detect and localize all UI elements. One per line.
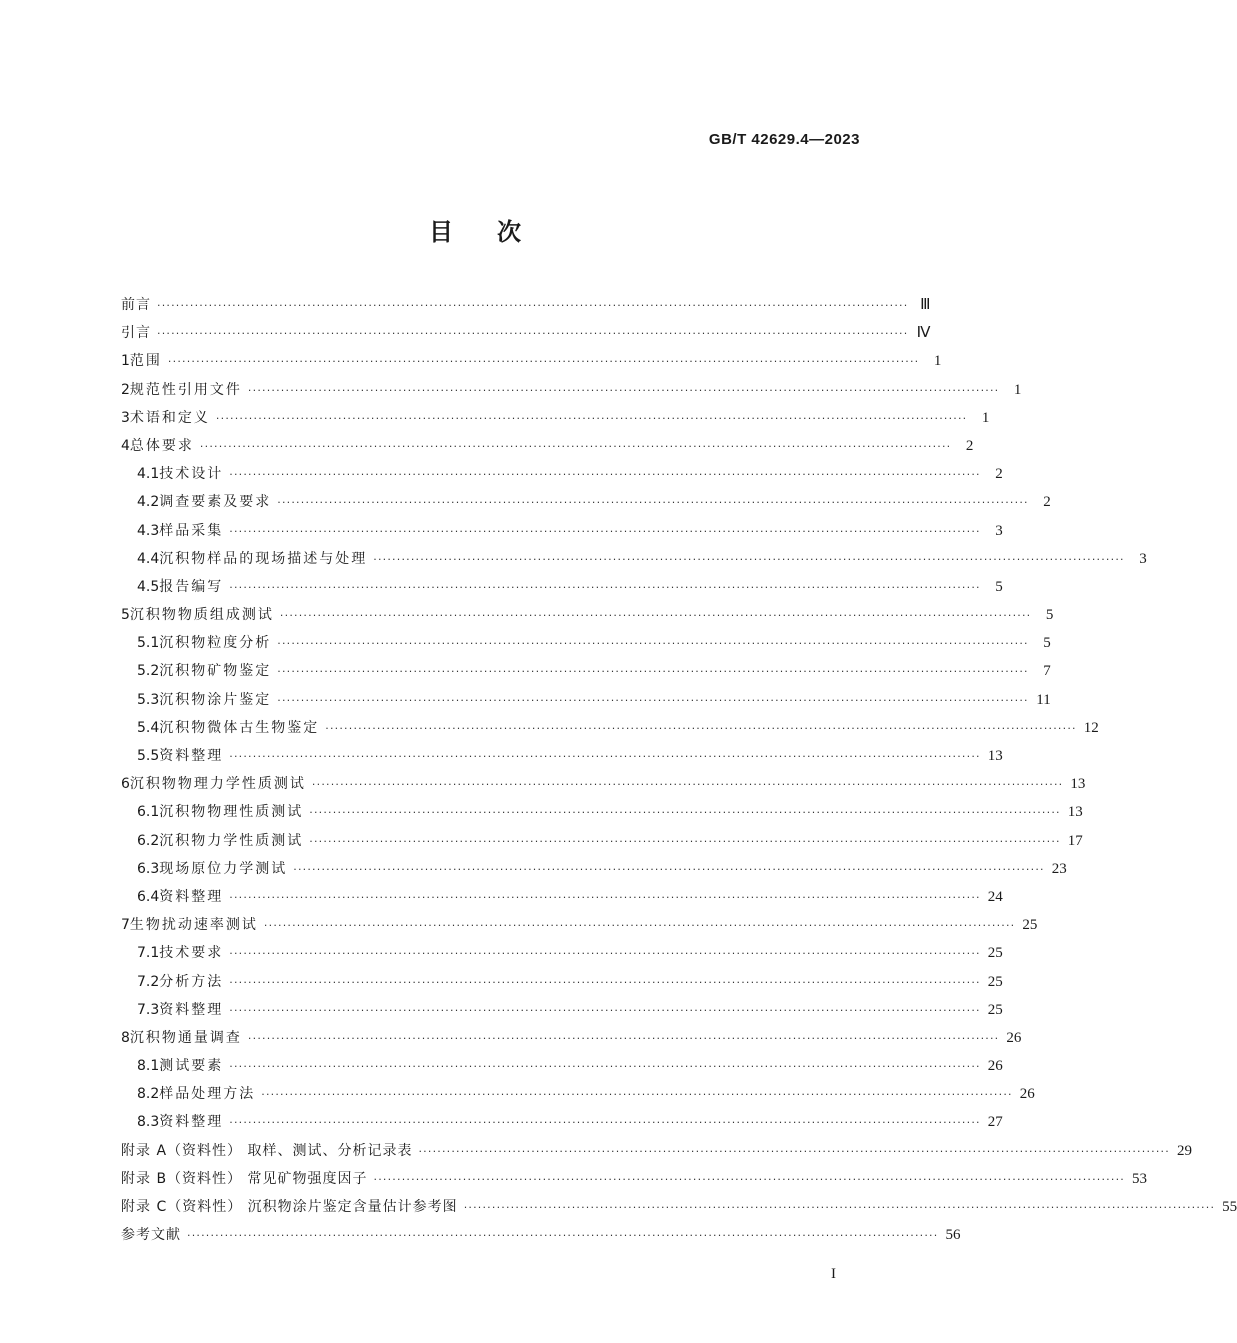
toc-entry-page: 3 xyxy=(1139,550,1147,567)
toc-entry-label: 报告编写 xyxy=(159,578,224,595)
toc-leader-dots: ································································································································································ xyxy=(229,1116,981,1130)
toc-entry-label: 沉积物样品的现场描述与处理 xyxy=(159,550,368,567)
toc-entry-label: 沉积物力学性质测试 xyxy=(159,832,304,849)
toc-entry-page: 1 xyxy=(933,353,942,370)
toc-entry-label: 样品采集 xyxy=(159,522,224,539)
toc-entry-label: 资料整理 xyxy=(159,1001,224,1018)
toc-entry-number: 6.2 xyxy=(137,832,160,849)
toc-entry-number: 4.3 xyxy=(137,522,160,539)
toc-entry[interactable] xyxy=(121,686,1051,714)
toc-entry-page: 26 xyxy=(1006,1029,1022,1046)
toc-entry-number: 5.3 xyxy=(137,691,160,708)
toc-entry-page: 25 xyxy=(987,1001,1003,1018)
toc-leader-dots: ································································································································································ xyxy=(261,1088,1013,1102)
toc-entry-page: 2 xyxy=(995,466,1003,483)
toc-leader-dots: ································································································································································ xyxy=(167,355,920,369)
toc-entry[interactable] xyxy=(121,1052,1003,1080)
toc-entry[interactable] xyxy=(121,404,990,432)
toc-leader-dots: ································································································································································ xyxy=(309,806,1061,820)
toc-entry[interactable] xyxy=(121,798,1083,826)
toc-entry-number: 5.5 xyxy=(137,748,160,764)
toc-entry-page: 1 xyxy=(981,409,990,426)
toc-entry-label: 资料整理 xyxy=(159,888,224,905)
toc-entry-page: 25 xyxy=(987,945,1003,962)
standard-code: GB/T 42629.4—2023 xyxy=(708,131,860,148)
toc-leader-dots: ································································································································································ xyxy=(325,721,1077,735)
toc-entry[interactable] xyxy=(121,1165,1147,1193)
toc-entry-label: 术语和定义 xyxy=(129,409,210,426)
toc-entry-number: 1 xyxy=(121,353,130,370)
toc-entry-label: 调查要素及要求 xyxy=(159,494,272,511)
toc-entry-label: 沉积物物理力学性质测试 xyxy=(129,776,306,793)
toc-leader-dots: ································································································································································ xyxy=(215,411,968,425)
toc-entry-page: 13 xyxy=(1070,776,1086,793)
toc-entry-label: 沉积物物理性质测试 xyxy=(159,804,304,821)
toc-entry[interactable] xyxy=(121,883,1003,911)
toc-leader-dots: ································································································································································ xyxy=(277,496,1029,510)
toc-leader-dots: ································································································································································ xyxy=(229,947,981,961)
toc-leader-dots: ································································································································································ xyxy=(229,975,981,989)
toc-entry-page: Ⅳ xyxy=(916,325,931,342)
toc-entry[interactable] xyxy=(121,1193,1237,1221)
toc-leader-dots: ································································································································································ xyxy=(229,890,981,904)
toc-entry-number: 6.3 xyxy=(137,860,160,877)
toc-entry-label: 沉积物涂片鉴定 xyxy=(159,691,272,708)
toc-entry-page: 17 xyxy=(1067,832,1083,849)
page-title: 目次 xyxy=(429,218,565,246)
toc-leader-dots: ································································································································································ xyxy=(277,693,1029,707)
toc-entry[interactable] xyxy=(121,855,1067,883)
toc-entry-label: 前言 xyxy=(121,297,151,313)
toc-entry-label: 分析方法 xyxy=(159,973,224,990)
toc-leader-dots: ································································································································································ xyxy=(277,665,1029,679)
toc-entry-number: 7.1 xyxy=(137,945,160,962)
toc-entry[interactable] xyxy=(121,714,1099,742)
toc-entry-page: 29 xyxy=(1176,1142,1192,1159)
toc-entry[interactable] xyxy=(121,629,1051,657)
toc-entry-label: 沉积物通量调查 xyxy=(129,1029,242,1046)
toc-leader-dots: ································································································································································ xyxy=(187,1229,939,1243)
toc-entry[interactable] xyxy=(121,1080,1035,1108)
toc-leader-dots: ································································································································································ xyxy=(157,327,909,341)
toc-entry-label: 样品处理方法 xyxy=(159,1086,256,1103)
toc-entry-page: 7 xyxy=(1043,663,1051,680)
toc-entry-number: 5.2 xyxy=(137,663,160,680)
toc-leader-dots: ································································································································································ xyxy=(279,609,1032,623)
toc-entry-number: 8.1 xyxy=(137,1058,160,1075)
toc-entry-number: 6 xyxy=(121,776,130,793)
toc-leader-dots: ································································································································································ xyxy=(229,524,981,538)
toc-leader-dots: ································································································································································ xyxy=(229,750,981,763)
toc-entry[interactable] xyxy=(121,460,1003,488)
toc-entry-number: 4.2 xyxy=(137,494,160,511)
toc-entry-number: 7.2 xyxy=(137,973,160,990)
toc-entry[interactable] xyxy=(121,742,1003,770)
toc-entry-page: 5 xyxy=(995,578,1003,595)
toc-entry[interactable] xyxy=(121,1221,961,1249)
toc-entry-page: 2 xyxy=(1043,494,1051,511)
toc-leader-dots: ································································································································································ xyxy=(157,299,909,312)
toc-leader-dots: ································································································································································ xyxy=(311,778,1064,792)
toc-leader-dots: ································································································································································ xyxy=(463,1201,1216,1214)
toc-entry[interactable] xyxy=(121,1024,1022,1052)
toc-entry-page: 56 xyxy=(945,1227,961,1244)
toc-leader-dots: ································································································································································ xyxy=(418,1144,1170,1158)
toc-entry-page: 23 xyxy=(1051,860,1067,877)
toc-entry-page: 13 xyxy=(987,748,1003,764)
toc-entry[interactable] xyxy=(121,601,1054,629)
toc-entry-page: 12 xyxy=(1083,719,1099,736)
toc-leader-dots: ································································································································································ xyxy=(309,834,1061,848)
toc-leader-dots: ································································································································································ xyxy=(263,919,1016,933)
toc-leader-dots: ································································································································································ xyxy=(199,439,952,453)
toc-entry[interactable] xyxy=(121,573,1003,601)
toc-entry[interactable] xyxy=(121,517,1003,545)
toc-entry-number: 4.5 xyxy=(137,578,160,595)
toc-entry-number: 8 xyxy=(121,1029,130,1046)
toc-entry[interactable] xyxy=(121,968,1003,996)
toc-leader-dots: ································································································································································ xyxy=(229,1003,981,1017)
toc-entry-number: 8.2 xyxy=(137,1086,160,1103)
toc-entry-number: 5.1 xyxy=(137,635,160,652)
toc-entry-number: 5.4 xyxy=(137,719,160,736)
toc-entry-label: 引言 xyxy=(121,325,151,342)
toc-entry-number: 7.3 xyxy=(137,1001,160,1018)
toc-entry-label: 沉积物粒度分析 xyxy=(159,635,272,652)
toc-leader-dots: ································································································································································ xyxy=(373,1172,1125,1186)
toc-entry[interactable] xyxy=(121,376,1022,404)
toc-entry-label: 沉积物矿物鉴定 xyxy=(159,663,272,680)
toc-entry-number: 8.3 xyxy=(137,1114,160,1131)
toc-entry-page: 3 xyxy=(995,522,1003,539)
toc-entry-number: 3 xyxy=(121,409,130,426)
toc-entry[interactable] xyxy=(121,827,1083,855)
toc-entry-label: 范围 xyxy=(129,353,162,370)
toc-leader-dots: ································································································································································ xyxy=(247,1031,1000,1045)
toc-leader-dots: ································································································································································ xyxy=(229,1060,981,1074)
toc-entry-label: 参考文献 xyxy=(121,1227,181,1244)
toc-entry-page: 55 xyxy=(1222,1199,1237,1215)
toc-entry-label: 生物扰动速率测试 xyxy=(129,917,258,934)
toc-entry-page: 5 xyxy=(1043,635,1051,652)
toc-entry-label: 附录 C（资料性） 沉积物涂片鉴定含量估计参考图 xyxy=(121,1199,458,1215)
toc-entry-page: 26 xyxy=(987,1058,1003,1075)
page-number: I xyxy=(831,1266,836,1282)
toc-entry-page: Ⅲ xyxy=(920,297,931,313)
toc-entry-number: 2 xyxy=(121,381,130,398)
toc-entry-page: 25 xyxy=(987,973,1003,990)
toc-entry[interactable] xyxy=(121,939,1003,967)
toc-entry-number: 6.4 xyxy=(137,888,160,905)
toc-leader-dots: ································································································································································ xyxy=(229,580,981,594)
toc-entry-page: 1 xyxy=(1013,381,1022,398)
toc-entry-number: 7 xyxy=(121,917,130,934)
toc-entry-page: 26 xyxy=(1019,1086,1035,1103)
toc-leader-dots: ································································································································································ xyxy=(229,468,981,482)
toc-entry-number: 5 xyxy=(121,607,130,624)
toc-leader-dots: ································································································································································ xyxy=(293,862,1045,876)
toc-entry[interactable] xyxy=(121,911,1038,939)
table-of-contents xyxy=(121,291,1237,1249)
toc-entry[interactable] xyxy=(121,657,1051,685)
toc-entry[interactable] xyxy=(121,347,942,375)
toc-entry[interactable] xyxy=(121,1137,1192,1165)
toc-entry[interactable] xyxy=(121,1108,1003,1136)
toc-entry-label: 技术要求 xyxy=(159,945,224,962)
toc-entry-page: 5 xyxy=(1045,607,1054,624)
toc-entry[interactable] xyxy=(121,432,974,460)
toc-entry[interactable] xyxy=(121,545,1147,573)
toc-entry-label: 技术设计 xyxy=(159,466,224,483)
toc-entry-number: 4.4 xyxy=(137,550,160,567)
toc-entry[interactable] xyxy=(121,319,931,347)
toc-entry-label: 资料整理 xyxy=(159,1114,224,1131)
toc-entry-page: 27 xyxy=(987,1114,1003,1131)
toc-entry-page: 24 xyxy=(987,888,1003,905)
toc-entry[interactable] xyxy=(121,488,1051,516)
toc-entry-number: 4.1 xyxy=(137,466,160,483)
toc-entry-label: 资料整理 xyxy=(159,748,224,764)
toc-entry-number: 6.1 xyxy=(137,804,160,821)
toc-entry-label: 沉积物微体古生物鉴定 xyxy=(159,719,320,736)
toc-entry-page: 25 xyxy=(1022,917,1038,934)
toc-entry-page: 53 xyxy=(1131,1170,1147,1187)
toc-entry-label: 规范性引用文件 xyxy=(129,381,242,398)
toc-entry[interactable] xyxy=(121,996,1003,1024)
toc-entry-label: 总体要求 xyxy=(129,437,194,454)
toc-leader-dots: ································································································································································ xyxy=(373,552,1125,566)
toc-leader-dots: ································································································································································ xyxy=(247,383,1000,397)
toc-entry[interactable] xyxy=(121,291,931,319)
toc-entry-label: 沉积物物质组成测试 xyxy=(129,607,274,624)
toc-leader-dots: ································································································································································ xyxy=(277,637,1029,651)
toc-entry-page: 11 xyxy=(1036,691,1051,708)
toc-entry-label: 附录 B（资料性） 常见矿物强度因子 xyxy=(121,1170,368,1187)
toc-entry-page: 2 xyxy=(965,437,974,454)
toc-entry[interactable] xyxy=(121,770,1086,798)
toc-entry-label: 现场原位力学测试 xyxy=(159,860,288,877)
toc-entry-label: 附录 A（资料性） 取样、测试、分析记录表 xyxy=(121,1142,413,1159)
toc-entry-page: 13 xyxy=(1067,804,1083,821)
toc-entry-number: 4 xyxy=(121,437,130,454)
toc-entry-label: 测试要素 xyxy=(159,1058,224,1075)
